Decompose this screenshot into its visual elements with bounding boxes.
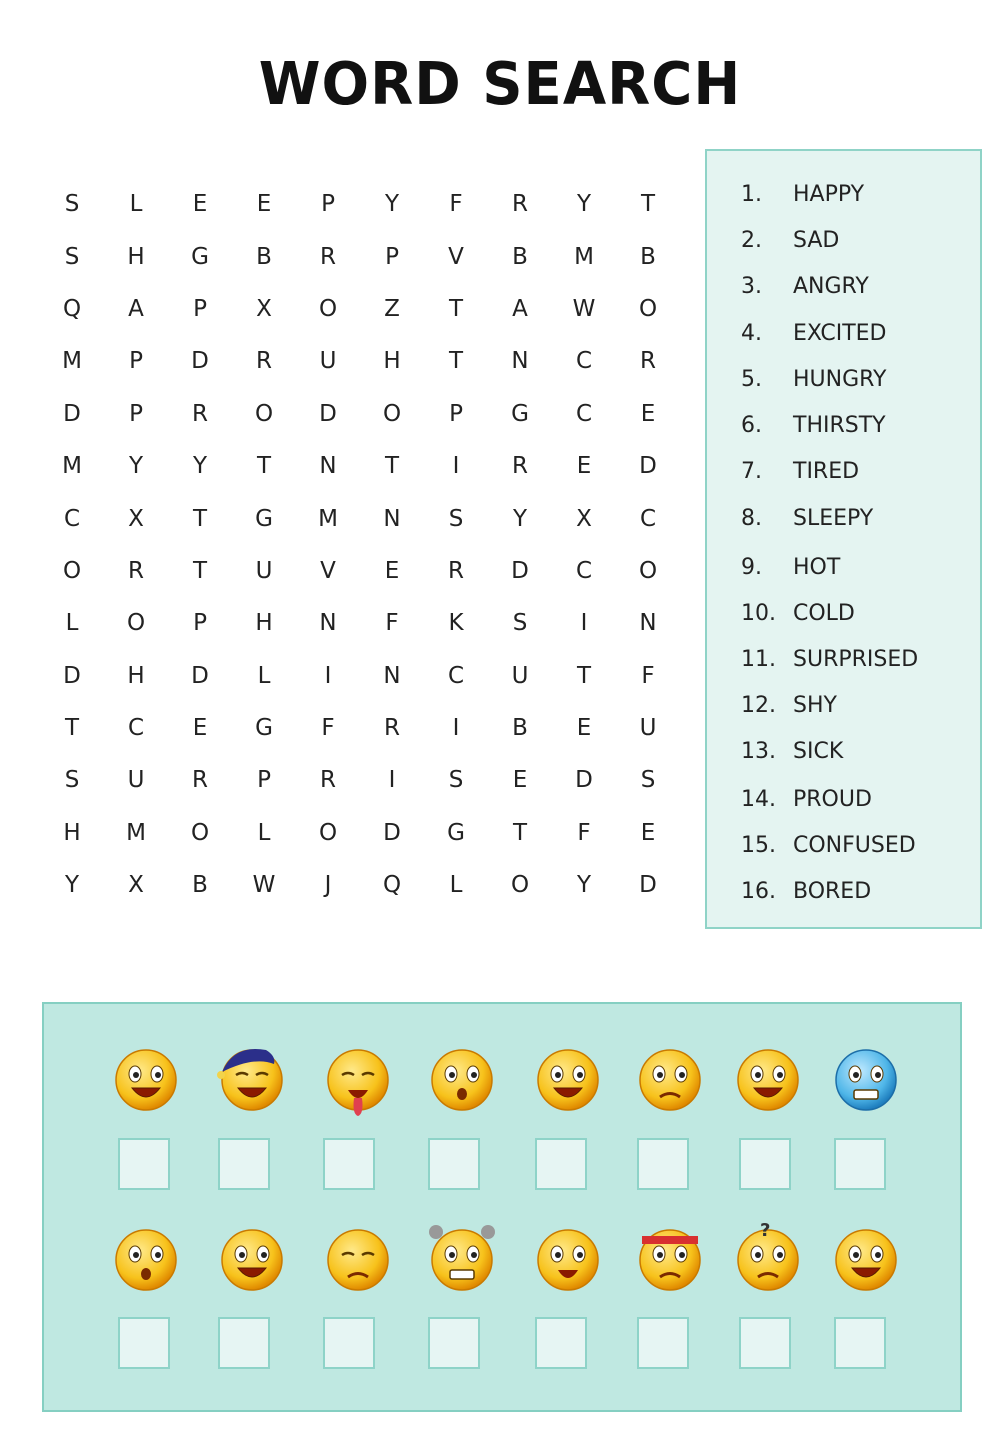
word-text: PROUD (793, 786, 872, 812)
grid-letter[interactable]: R (384, 715, 400, 742)
grid-letter[interactable]: T (448, 348, 464, 375)
grid-letter[interactable]: R (256, 348, 272, 375)
word-number: 13. (741, 738, 776, 764)
word-number: 1. (741, 181, 762, 207)
grid-letter[interactable]: C (575, 348, 593, 375)
answer-box[interactable] (118, 1138, 170, 1190)
grid-letter[interactable]: I (452, 453, 460, 480)
hungry-emoji-icon (108, 1042, 184, 1122)
word-text: HUNGRY (793, 366, 887, 392)
grid-letter[interactable]: R (320, 243, 336, 270)
word-number: 10. (741, 600, 776, 626)
grid-letter[interactable]: O (638, 557, 658, 584)
grid-letter[interactable]: O (254, 400, 274, 427)
grid-letter[interactable]: L (257, 662, 271, 689)
grid-letter[interactable]: G (447, 819, 465, 846)
word-list-item (741, 830, 916, 860)
grid-letter[interactable]: L (65, 610, 79, 637)
grid-letter[interactable]: H (127, 662, 145, 689)
sick-emoji-icon (632, 1222, 708, 1302)
grid-letter[interactable]: T (576, 662, 592, 689)
grid-letter[interactable]: B (640, 243, 656, 270)
grid-letter[interactable]: Y (192, 453, 208, 480)
grid-letter[interactable]: B (192, 872, 208, 899)
word-number: 16. (741, 878, 776, 904)
sad-emoji-icon (632, 1042, 708, 1122)
grid-letter[interactable]: D (383, 819, 401, 846)
grid-letter[interactable]: I (580, 610, 588, 637)
grid-letter[interactable]: F (577, 819, 591, 846)
grid-letter[interactable]: R (512, 453, 528, 480)
grid-letter[interactable]: C (575, 400, 593, 427)
grid-letter[interactable]: P (129, 348, 143, 375)
grid-letter[interactable]: O (318, 295, 338, 322)
grid-letter[interactable]: P (385, 243, 399, 270)
grid-letter[interactable]: T (512, 819, 528, 846)
grid-letter[interactable]: Y (384, 191, 400, 218)
grid-letter[interactable]: E (192, 715, 208, 742)
answer-box[interactable] (535, 1138, 587, 1190)
answer-box[interactable] (535, 1317, 587, 1369)
cold-emoji-icon (828, 1042, 904, 1122)
grid-letter[interactable]: W (252, 872, 276, 899)
grid-letter[interactable]: O (190, 819, 210, 846)
grid-letter[interactable]: Y (512, 505, 528, 532)
answer-box[interactable] (428, 1138, 480, 1190)
answer-box[interactable] (834, 1317, 886, 1369)
grid-letter[interactable]: T (192, 557, 208, 584)
grid-letter[interactable]: O (62, 557, 82, 584)
word-list-item (741, 503, 873, 533)
grid-letter[interactable]: U (511, 662, 529, 689)
word-text: SHY (793, 692, 837, 718)
grid-letter[interactable]: B (256, 243, 272, 270)
grid-letter[interactable]: A (128, 295, 144, 322)
grid-letter[interactable]: S (64, 191, 80, 218)
word-list-item (741, 690, 837, 720)
grid-letter[interactable]: G (191, 243, 209, 270)
grid-letter[interactable]: A (512, 295, 528, 322)
grid-letter[interactable]: X (576, 505, 592, 532)
grid-letter[interactable]: G (255, 715, 273, 742)
grid-letter[interactable]: O (318, 819, 338, 846)
grid-letter[interactable]: N (383, 505, 401, 532)
grid-letter[interactable]: N (319, 453, 337, 480)
word-list-item (741, 179, 864, 209)
word-text: COLD (793, 600, 855, 626)
grid-letter[interactable]: X (128, 505, 144, 532)
grid-letter[interactable]: M (574, 243, 594, 270)
grid-letter[interactable]: D (511, 557, 529, 584)
grid-letter[interactable]: R (320, 767, 336, 794)
word-text: THIRSTY (793, 412, 886, 438)
grid-letter[interactable]: K (448, 610, 464, 637)
grid-letter[interactable]: M (126, 819, 146, 846)
word-list-item (741, 410, 886, 440)
grid-letter[interactable]: L (129, 191, 143, 218)
svg-text:?: ? (760, 1222, 771, 1241)
answer-box[interactable] (428, 1317, 480, 1369)
answer-box[interactable] (323, 1317, 375, 1369)
grid-letter[interactable]: O (510, 872, 530, 899)
answer-box[interactable] (739, 1317, 791, 1369)
word-list-item (741, 736, 843, 766)
grid-letter[interactable]: M (62, 348, 82, 375)
grid-letter[interactable]: E (640, 400, 656, 427)
grid-letter[interactable]: L (257, 819, 271, 846)
grid-letter[interactable]: E (576, 715, 592, 742)
word-text: TIRED (793, 458, 860, 484)
grid-letter[interactable]: Q (382, 872, 402, 899)
grid-letter[interactable]: T (640, 191, 656, 218)
word-number: 4. (741, 320, 762, 346)
grid-letter[interactable]: M (318, 505, 338, 532)
word-list-item (741, 876, 871, 906)
grid-letter[interactable]: N (383, 662, 401, 689)
grid-letter[interactable]: U (127, 767, 145, 794)
answer-box[interactable] (323, 1138, 375, 1190)
word-number: 12. (741, 692, 776, 718)
excited-emoji-icon (214, 1222, 290, 1302)
grid-letter[interactable]: E (192, 191, 208, 218)
grid-letter[interactable]: C (127, 715, 145, 742)
grid-letter[interactable]: J (324, 872, 332, 899)
word-text: SLEEPY (793, 505, 874, 531)
grid-letter[interactable]: I (452, 715, 460, 742)
grid-letter[interactable]: H (255, 610, 273, 637)
grid-letter[interactable]: O (126, 610, 146, 637)
word-number: 2. (741, 227, 762, 253)
grid-letter[interactable]: F (641, 662, 655, 689)
word-list-item (741, 644, 918, 674)
grid-letter[interactable]: Y (64, 872, 80, 899)
page-title: WORD SEARCH (258, 50, 742, 119)
word-text: HOT (793, 554, 841, 580)
grid-letter[interactable]: E (640, 819, 656, 846)
grid-letter[interactable]: C (639, 505, 657, 532)
grid-letter[interactable]: D (575, 767, 593, 794)
grid-letter[interactable]: E (384, 557, 400, 584)
grid-letter[interactable]: U (639, 715, 657, 742)
bored-emoji-icon (320, 1222, 396, 1302)
word-number: 6. (741, 412, 762, 438)
emoji-matching-panel (42, 1002, 962, 1412)
word-list-item (741, 456, 859, 486)
grid-letter[interactable]: P (321, 191, 335, 218)
word-list-item (741, 271, 869, 301)
grid-letter[interactable]: L (449, 872, 463, 899)
grid-letter[interactable]: D (639, 872, 657, 899)
grid-letter[interactable]: P (449, 400, 463, 427)
thirsty-emoji-icon (828, 1222, 904, 1302)
grid-letter[interactable]: R (128, 557, 144, 584)
word-list-item (741, 364, 886, 394)
confused-emoji-icon (730, 1222, 806, 1302)
grid-letter[interactable]: B (512, 715, 528, 742)
grid-letter[interactable]: Q (62, 295, 82, 322)
answer-box[interactable] (637, 1317, 689, 1369)
grid-letter[interactable]: P (129, 400, 143, 427)
grid-letter[interactable]: H (383, 348, 401, 375)
grid-letter[interactable]: R (448, 557, 464, 584)
word-number: 5. (741, 366, 762, 392)
grid-letter[interactable]: Y (576, 191, 592, 218)
grid-letter[interactable]: U (255, 557, 273, 584)
word-text: EXCITED (793, 320, 887, 346)
grid-letter[interactable]: R (192, 400, 208, 427)
grid-letter[interactable]: T (64, 715, 80, 742)
grid-letter[interactable]: D (639, 453, 657, 480)
grid-letter[interactable]: P (193, 295, 207, 322)
grid-letter[interactable]: N (319, 610, 337, 637)
grid-letter[interactable]: F (321, 715, 335, 742)
grid-letter[interactable]: S (512, 610, 528, 637)
grid-letter[interactable]: X (256, 295, 272, 322)
grid-letter[interactable]: R (512, 191, 528, 218)
grid-letter[interactable]: C (575, 557, 593, 584)
answer-box[interactable] (118, 1317, 170, 1369)
word-text: SURPRISED (793, 646, 919, 672)
grid-letter[interactable]: T (192, 505, 208, 532)
word-number: 9. (741, 554, 762, 580)
grid-letter[interactable]: H (63, 819, 81, 846)
grid-letter[interactable]: V (448, 243, 464, 270)
grid-letter[interactable]: I (324, 662, 332, 689)
grid-letter[interactable]: D (63, 662, 81, 689)
shy-emoji-icon (424, 1042, 500, 1122)
grid-letter[interactable]: T (448, 295, 464, 322)
word-text: ANGRY (793, 273, 869, 299)
grid-letter[interactable]: D (191, 662, 209, 689)
grid-letter[interactable]: T (384, 453, 400, 480)
grid-letter[interactable]: E (512, 767, 528, 794)
grid-letter[interactable]: X (128, 872, 144, 899)
word-number: 14. (741, 786, 776, 812)
grid-letter[interactable]: R (192, 767, 208, 794)
grid-letter[interactable]: W (572, 295, 596, 322)
grid-letter[interactable]: S (64, 243, 80, 270)
grid-letter[interactable]: C (63, 505, 81, 532)
hot-emoji-icon (530, 1222, 606, 1302)
grid-letter[interactable]: P (193, 610, 207, 637)
grid-letter[interactable]: O (382, 400, 402, 427)
grid-letter[interactable]: D (63, 400, 81, 427)
grid-letter[interactable]: P (257, 767, 271, 794)
grid-letter[interactable]: S (448, 505, 464, 532)
letter-grid (40, 178, 680, 913)
word-number: 8. (741, 505, 762, 531)
answer-box[interactable] (739, 1138, 791, 1190)
grid-letter[interactable]: Y (128, 453, 144, 480)
grid-letter[interactable]: D (319, 400, 337, 427)
grid-letter[interactable]: Y (576, 872, 592, 899)
grid-letter[interactable]: D (191, 348, 209, 375)
angry-emoji-icon (424, 1222, 500, 1302)
grid-letter[interactable]: I (388, 767, 396, 794)
word-number: 15. (741, 832, 776, 858)
tired-emoji-icon (320, 1042, 396, 1122)
word-text: SICK (793, 738, 844, 764)
grid-letter[interactable]: G (255, 505, 273, 532)
answer-box[interactable] (834, 1138, 886, 1190)
word-number: 7. (741, 458, 762, 484)
grid-letter[interactable]: S (64, 767, 80, 794)
word-text: CONFUSED (793, 832, 916, 858)
surprised-emoji-icon (108, 1222, 184, 1302)
grid-letter[interactable]: N (511, 348, 529, 375)
word-list-item (741, 598, 855, 628)
grid-letter[interactable]: S (640, 767, 656, 794)
answer-box[interactable] (218, 1138, 270, 1190)
grid-letter[interactable]: F (449, 191, 463, 218)
word-text: HAPPY (793, 181, 865, 207)
word-text: SAD (793, 227, 840, 253)
grid-letter[interactable]: H (127, 243, 145, 270)
proud-emoji-icon (730, 1042, 806, 1122)
grid-letter[interactable]: M (62, 453, 82, 480)
word-list-panel (705, 149, 982, 929)
grid-letter[interactable]: T (256, 453, 272, 480)
grid-letter[interactable]: G (511, 400, 529, 427)
word-list-item (741, 318, 887, 348)
grid-letter[interactable]: B (512, 243, 528, 270)
word-text: BORED (793, 878, 872, 904)
word-number: 11. (741, 646, 776, 672)
word-number: 3. (741, 273, 762, 299)
answer-box[interactable] (637, 1138, 689, 1190)
grid-letter[interactable]: E (256, 191, 272, 218)
word-list-item (741, 225, 839, 255)
word-list-item (741, 552, 840, 582)
grid-letter[interactable]: Z (384, 295, 400, 322)
word-list-item (741, 784, 872, 814)
grid-letter[interactable]: C (447, 662, 465, 689)
grid-letter[interactable]: F (385, 610, 399, 637)
grid-letter[interactable]: S (448, 767, 464, 794)
grid-letter[interactable]: R (640, 348, 656, 375)
grid-letter[interactable]: U (319, 348, 337, 375)
grid-letter[interactable]: V (320, 557, 336, 584)
happy-emoji-icon (530, 1042, 606, 1122)
answer-box[interactable] (218, 1317, 270, 1369)
sleepy-emoji-icon (214, 1042, 290, 1122)
grid-letter[interactable]: E (576, 453, 592, 480)
grid-letter[interactable]: O (638, 295, 658, 322)
grid-letter[interactable]: N (639, 610, 657, 637)
